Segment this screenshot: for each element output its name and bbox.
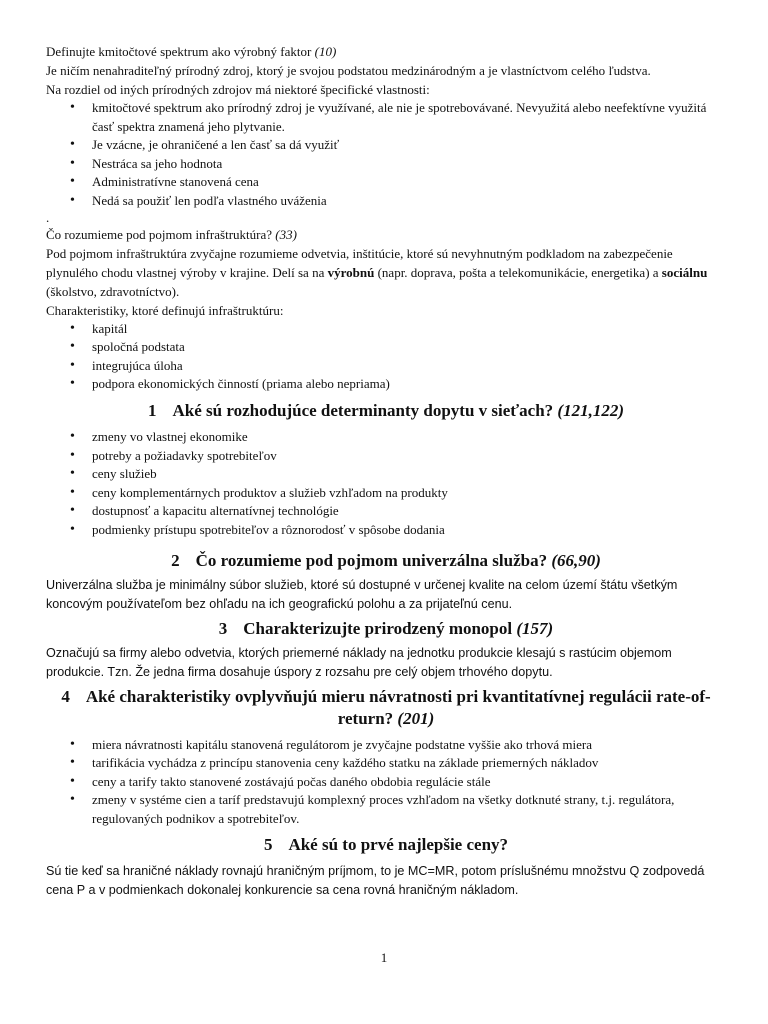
document-page: [46, 42, 726, 900]
heading-first-best-prices: [46, 834, 726, 856]
infrastructure-production-term: výrobnú: [327, 264, 375, 280]
list-item: • ceny a tarify takto stanovené zostávajú počas daného obdobia regulácie stále: [46, 773, 726, 792]
spectrum-question: [46, 42, 726, 61]
list-item: • Nestráca sa jeho hodnota: [46, 155, 726, 174]
list-item: • tarifikácia vychádza z princípu stanovenia ceny každého statku na základe priemerných nákladov: [46, 754, 726, 773]
infrastructure-social-term: sociálnu: [661, 264, 708, 280]
natural-monopoly-answer: Označujú sa firmy alebo odvetvia, ktorých priemerné náklady na jednotku produkcie klesajú s rastúcim objemom produkcie. Tzn. Že jedna firma dosahuje úspory z rozsahu pre celý objem trhového dopytu.: [46, 645, 672, 679]
list-item: • dostupnosť a kapacitu alternatívnej technológie: [46, 502, 726, 521]
heading-number: 1: [147, 400, 157, 420]
heading-natural-monopoly: [46, 618, 726, 640]
list-item: • kmitočtové spektrum ako prírodný zdroj je využívané, ale nie je spotrebovávané. Nevyužitá alebo neefektívne využitá časť spektra znamená jeho plytvanie.: [46, 99, 726, 136]
infrastructure-text-part: Pod pojmom infraštruktúra zvyčajne rozumieme odvetvia, inštitúcie, ktoré sú nevyhnutným podkladom na zabezpečenie plynulého chodu vlastnej výroby v krajine. Delí sa na: [46, 245, 673, 280]
list-item: • zmeny v systéme cien a taríf predstavujú komplexný proces vzhľadom na všetky dotknuté strany, t.j. regulátora, regulovaných podnikov a spotrebiteľov.: [46, 791, 726, 828]
page-number: 1: [380, 950, 388, 965]
infrastructure-question-ref: (33): [275, 226, 297, 242]
list-item: • podpora ekonomických činností (priama alebo nepriama): [46, 375, 726, 394]
spectrum-question-text: Definujte kmitočtové spektrum ako výrobný faktor: [46, 44, 312, 59]
universal-service-answer: Univerzálna služba je minimálny súbor služieb, ktoré sú dostupné v určenej kvalite na celom území štátu všetkým koncovým používateľom bez ohľadu na ich geografickú polohu a za prijateľnú cenu.: [46, 577, 678, 611]
heading-ref: (201): [397, 708, 435, 728]
spectrum-properties-list: [46, 99, 726, 211]
infrastructure-characteristics-intro: Charakteristiky, ktoré definujú infraštruktúru:: [46, 302, 284, 318]
infrastructure-question-text: Čo rozumieme pod pojmom infraštruktúra?: [46, 226, 273, 242]
list-item: • Nedá sa použiť len podľa vlastného uváženia: [46, 192, 726, 211]
list-item: • kapitál: [46, 320, 726, 339]
infrastructure-definition: [46, 244, 726, 301]
demand-determinants-list: [46, 428, 726, 540]
heading-title: Aké charakteristiky ovplyvňujú mieru návratnosti pri kvantitatívnej regulácii rate-of-return?: [85, 686, 711, 728]
heading-rate-of-return: [46, 686, 726, 730]
rate-of-return-list: [46, 736, 726, 829]
infrastructure-text-part: (napr. doprava, pošta a telekomunikácie, energetika) a: [377, 264, 659, 280]
infrastructure-characteristics-list: [46, 320, 726, 394]
list-item: • spoločná podstata: [46, 338, 726, 357]
heading-ref: (121,122): [557, 400, 624, 420]
list-item: • podmienky prístupu spotrebiteľov a rôznorodosť v spôsobe dodania: [46, 521, 726, 540]
spectrum-question-ref: (10): [314, 44, 337, 59]
heading-number: 4: [61, 686, 70, 706]
list-item: • potreby a požiadavky spotrebiteľov: [46, 447, 726, 466]
list-item: • integrujúca úloha: [46, 357, 726, 376]
heading-title: Čo rozumieme pod pojmom univerzálna služba?: [195, 550, 548, 570]
first-best-prices-answer: Sú tie keď sa hraničné náklady rovnajú hraničným príjmom, to je MC=MR, potom príslušnému množstvu Q zodpovedá cena P a v podmienkach dokonalej konkurencie sa cena rovná hraničným nákladom.: [46, 864, 705, 898]
heading-universal-service: [46, 550, 726, 572]
spectrum-definition: Je ničím nenahraditeľný prírodný zdroj, ktorý je svojou podstatou medzinárodným a je vlastníctvom celého ľudstva.: [46, 63, 651, 78]
heading-number: 5: [263, 835, 273, 855]
list-item: • Administratívne stanovená cena: [46, 173, 726, 192]
infrastructure-question: [46, 225, 726, 244]
list-item: • miera návratnosti kapitálu stanovená regulátorom je zvyčajne podstatne vyššie ako trhová miera: [46, 736, 726, 755]
heading-title: Charakterizujte prirodzený monopol: [243, 618, 513, 638]
list-item: • ceny komplementárnych produktov a služieb vzhľadom na produkty: [46, 484, 726, 503]
list-item: • zmeny vo vlastnej ekonomike: [46, 428, 726, 447]
heading-demand-determinants: [46, 400, 726, 422]
list-item: • ceny služieb: [46, 465, 726, 484]
heading-number: 2: [171, 550, 180, 570]
spectrum-intro: Na rozdiel od iných prírodných zdrojov má niektoré špecifické vlastnosti:: [46, 82, 430, 97]
heading-ref: (157): [516, 618, 554, 638]
stray-mark: .: [46, 209, 50, 225]
heading-title: Aké sú to prvé najlepšie ceny?: [288, 835, 509, 855]
list-item: • Je vzácne, je ohraničené a len časť sa dá využiť: [46, 136, 726, 155]
heading-number: 3: [218, 618, 228, 638]
heading-title: Aké sú rozhodujúce determinanty dopytu v sieťach?: [172, 400, 554, 420]
infrastructure-text-part: (školstvo, zdravotníctvo).: [46, 283, 180, 299]
heading-ref: (66,90): [551, 550, 601, 570]
